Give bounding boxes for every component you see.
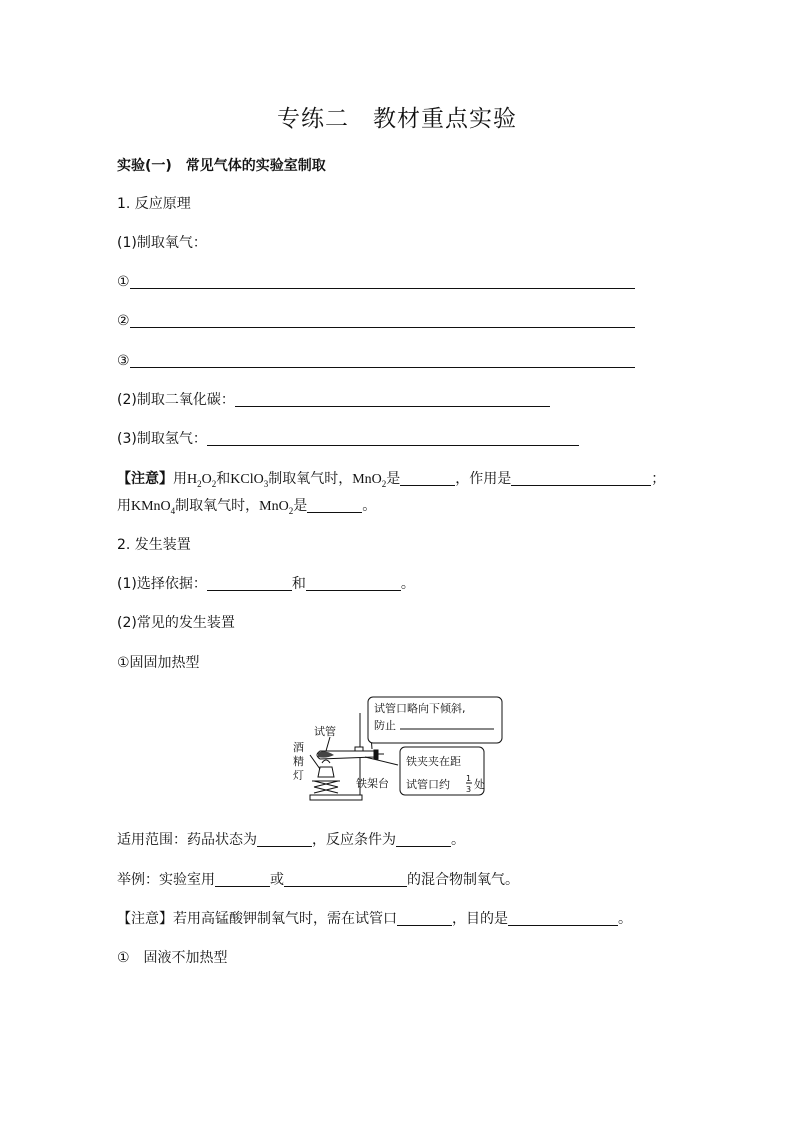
common-apparatus-label: (2)常见的发生装置: [117, 615, 235, 631]
formula-sub: 3: [263, 478, 269, 489]
note-text: 制取氧气时，: [175, 498, 260, 514]
formula-sub: 2: [197, 478, 202, 489]
formula-h2o2: H: [187, 472, 198, 487]
scope-line: [117, 830, 465, 850]
note-line-2: [117, 496, 376, 521]
scope-text: 。: [451, 832, 465, 848]
fraction-denominator: 3: [466, 785, 472, 794]
blank-h2[interactable]: [207, 430, 579, 446]
blank-oxygen-1[interactable]: [130, 273, 635, 289]
heating-apparatus-figure: [290, 695, 510, 805]
callout-tilt-line2: 防止: [374, 719, 396, 732]
answer-line-1: [117, 272, 635, 292]
blank-oxygen-3[interactable]: [130, 352, 635, 368]
formula-sub: 2: [288, 505, 294, 516]
callout-clamp-line1: 铁夹夹在距: [406, 755, 461, 768]
basis-label: (1)选择依据：: [117, 576, 207, 592]
label-lamp-1: 酒: [293, 741, 304, 754]
note2-text: 。: [618, 911, 632, 927]
formula-kclo3: KClO: [230, 472, 264, 487]
formula-kmno4: KMnO: [131, 499, 171, 514]
box2-leader: [365, 757, 398, 765]
blank-state[interactable]: [257, 831, 312, 847]
h2-line: [117, 429, 579, 449]
circle-number-3: ③: [117, 353, 130, 369]
circle-number-2: ②: [117, 313, 130, 329]
solid-liquid-label: ① 固液不加热型: [117, 950, 228, 966]
blank-basis-2[interactable]: [306, 575, 401, 591]
note-text: 制取氧气时，: [268, 471, 353, 487]
blank-tube-mouth[interactable]: [397, 910, 452, 926]
circle-number-1: ①: [117, 274, 130, 290]
note2-text: ，目的是: [452, 911, 508, 927]
answer-line-2: [117, 311, 635, 331]
basis-line: [117, 574, 415, 594]
formula-sub: 4: [170, 505, 176, 516]
note-text: 是: [386, 471, 401, 487]
blank-basis-1[interactable]: [207, 575, 292, 591]
example-text: 或: [270, 872, 284, 888]
fraction-numerator: 1: [466, 774, 472, 783]
blank-purpose[interactable]: [508, 910, 618, 926]
callout-tilt-line1: 试管口略向下倾斜,: [374, 702, 466, 715]
note-text: 用: [173, 471, 187, 487]
basis-text: 和: [291, 576, 306, 592]
formula-mno2: MnO: [259, 499, 289, 514]
solid-heating-label: ①固固加热型: [117, 655, 200, 671]
example-text: 的混合物制氧气。: [407, 872, 519, 888]
note-bracket: 【注意】: [117, 471, 173, 487]
note2-line: [117, 909, 632, 929]
item-heading-reaction: 1. 反应原理: [117, 196, 191, 212]
co2-line: [117, 390, 550, 410]
basis-text: 。: [400, 576, 415, 592]
note-text: 是: [293, 498, 308, 514]
blank-condition[interactable]: [396, 831, 451, 847]
note-text: ；: [651, 471, 666, 487]
oxygen-label: (1)制取氧气：: [117, 235, 207, 251]
tube-leader: [326, 737, 330, 751]
blank-example-2[interactable]: [284, 871, 407, 887]
blank-oxygen-2[interactable]: [130, 312, 635, 328]
formula-mno2: MnO: [352, 472, 382, 487]
label-lamp-2: 精: [293, 755, 304, 768]
formula-sub: 2: [211, 478, 217, 489]
note-text: ，作用是: [455, 471, 512, 487]
label-lamp-3: 灯: [293, 769, 304, 782]
blank-product[interactable]: [307, 497, 362, 513]
co2-label: (2)制取二氧化碳：: [117, 392, 235, 408]
item-heading-apparatus: 2. 发生装置: [117, 537, 191, 553]
label-iron-stand: 铁架台: [356, 777, 389, 790]
stand-base: [310, 795, 362, 800]
h2-label: (3)制取氢气：: [117, 431, 207, 447]
label-test-tube: 试管: [314, 725, 336, 738]
alcohol-lamp-icon: [318, 767, 334, 777]
section-heading: 实验(一) 常见气体的实验室制取: [117, 158, 326, 174]
callout-clamp-line2: 试管口约: [406, 778, 450, 791]
note-text: 用: [117, 498, 131, 514]
page-title: 专练二 教材重点实验: [277, 106, 517, 132]
note-line-1: [117, 469, 665, 494]
scope-text: ，反应条件为: [312, 832, 396, 848]
note-text: 和: [216, 471, 231, 487]
example-line: [117, 870, 519, 890]
stopper: [374, 750, 378, 759]
example-label: 举例：实验室用: [117, 872, 215, 888]
callout-clamp-end: 处: [474, 778, 485, 791]
answer-line-3: [117, 351, 635, 371]
formula-sub: 2: [381, 478, 387, 489]
blank-function[interactable]: [511, 470, 651, 486]
blank-co2[interactable]: [235, 391, 550, 407]
note-text: 。: [362, 498, 377, 514]
blank-example-1[interactable]: [215, 871, 270, 887]
formula-h2o2: O: [201, 472, 212, 487]
note2-text: 【注意】若用高锰酸钾制氧气时，需在试管口: [117, 911, 397, 927]
scope-label: 适用范围：药品状态为: [117, 832, 257, 848]
lab-jack: [314, 781, 338, 793]
blank-catalyst[interactable]: [400, 470, 455, 486]
flame: [322, 760, 330, 763]
